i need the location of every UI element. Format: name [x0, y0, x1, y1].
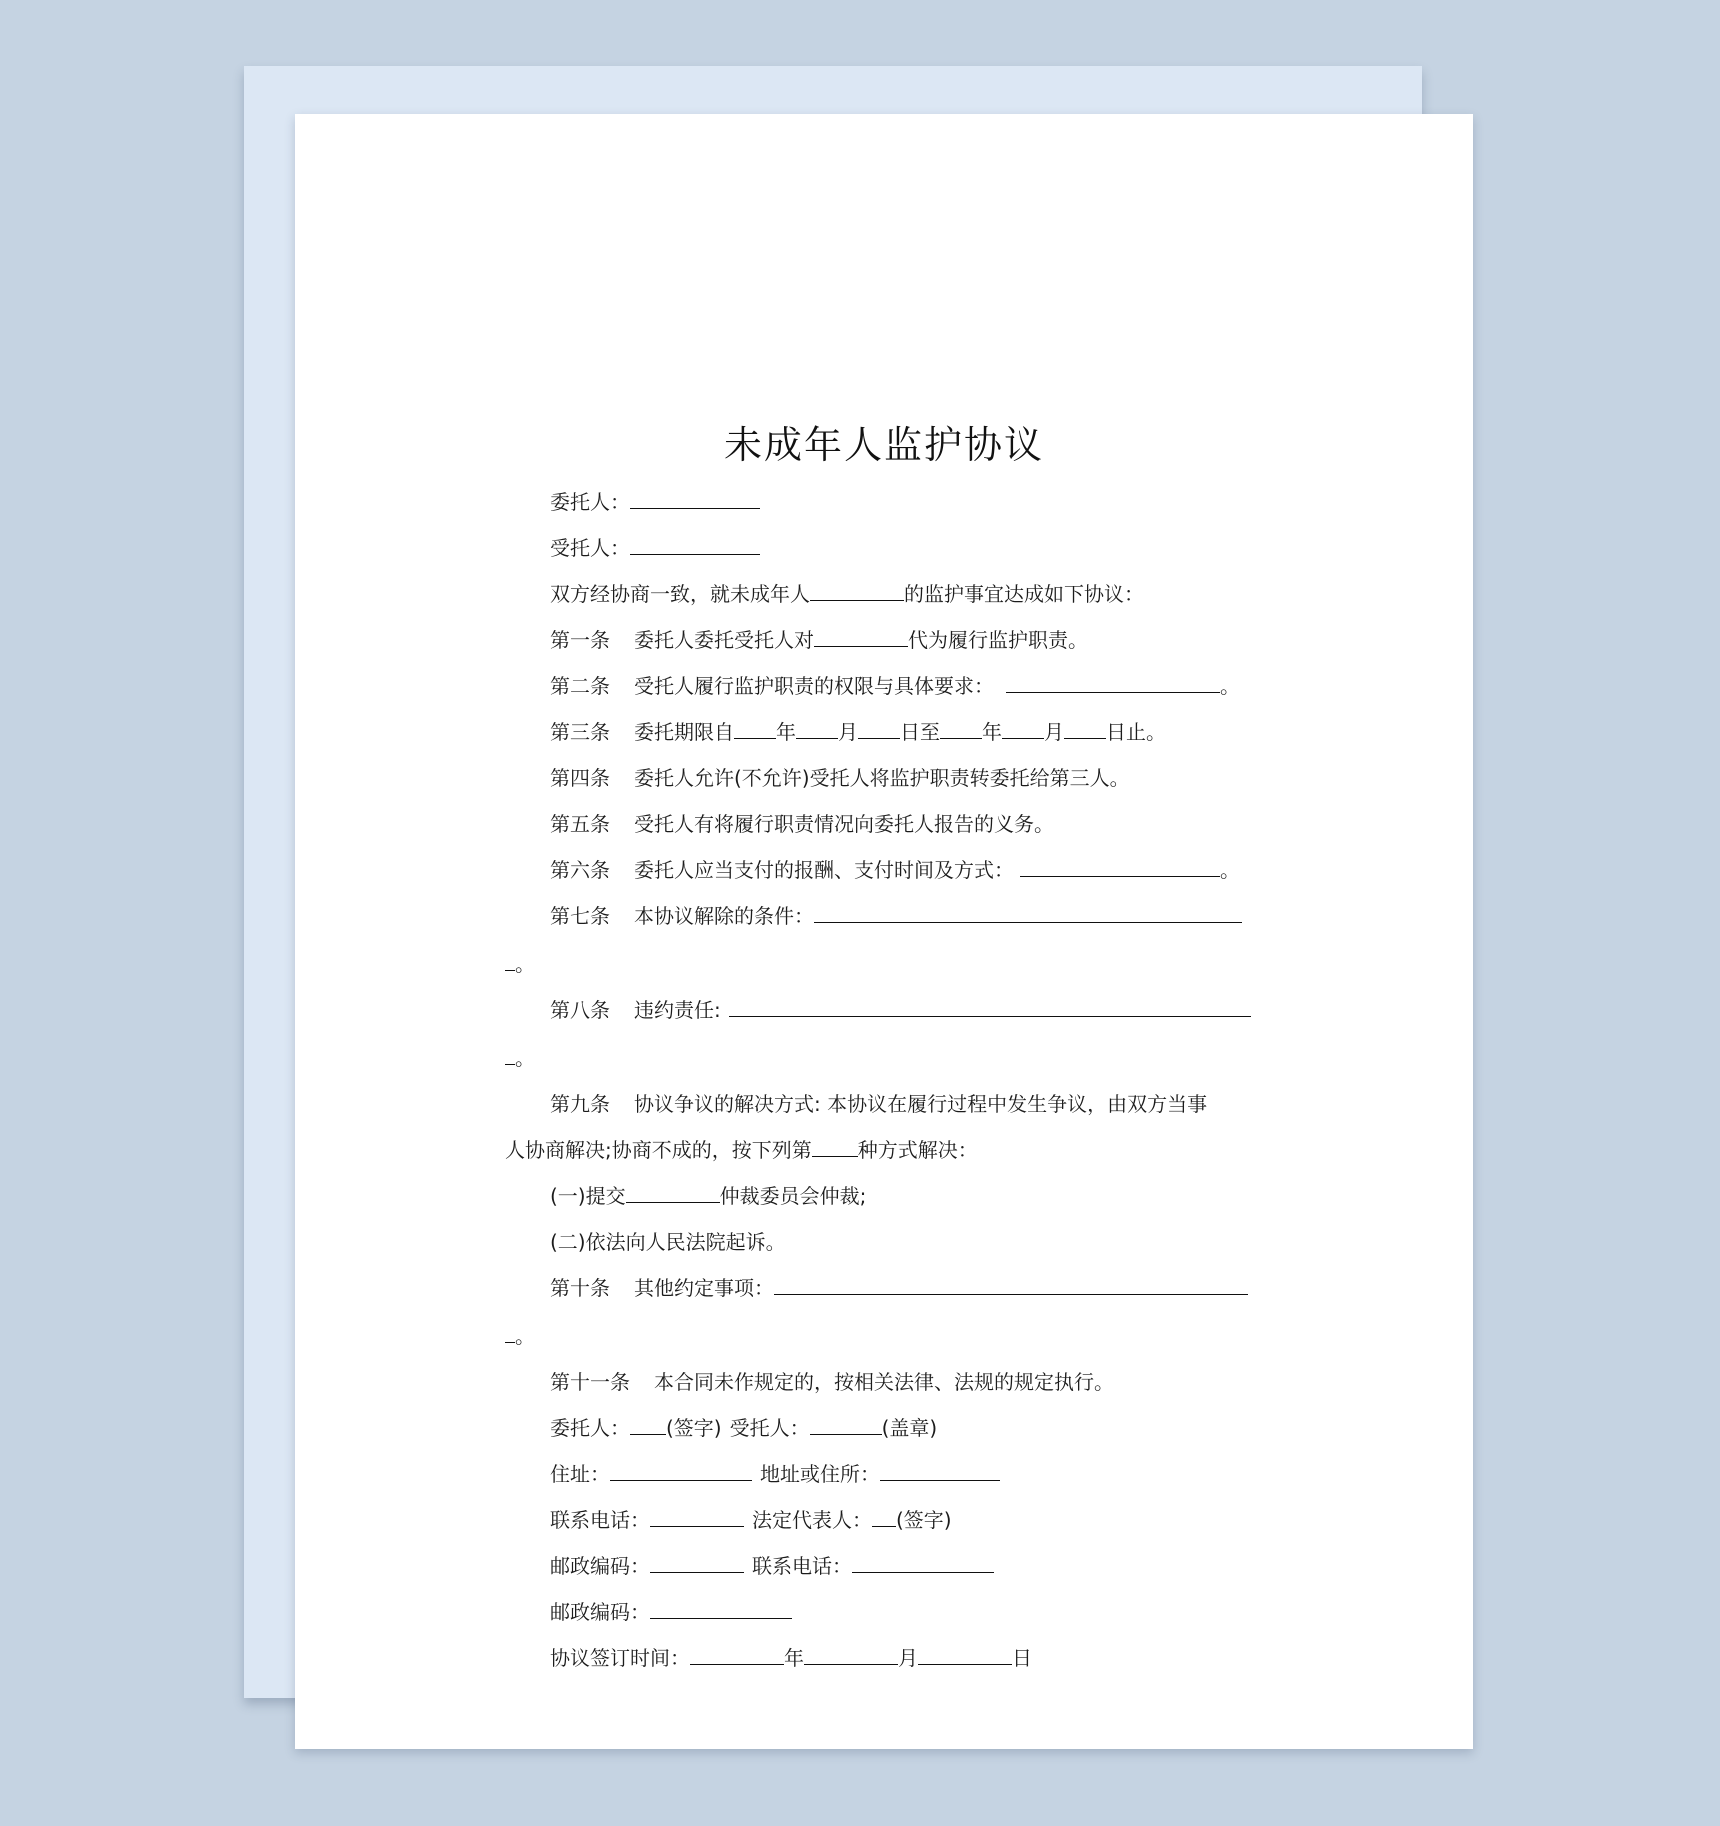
phone-blank[interactable]	[650, 1506, 744, 1527]
end-day-blank[interactable]	[1064, 718, 1106, 739]
sign-day-blank[interactable]	[918, 1644, 1012, 1665]
client-line: 委托人：	[550, 488, 760, 516]
trustee-blank[interactable]	[630, 534, 760, 555]
method-number-blank[interactable]	[812, 1136, 858, 1157]
start-year-blank[interactable]	[734, 718, 776, 739]
start-day-blank[interactable]	[858, 718, 900, 739]
article-7: 第七条 本协议解除的条件：	[550, 902, 1242, 930]
option-1: (一)提交 仲裁委员会仲裁;	[550, 1184, 867, 1208]
article-3: 第三条 委托期限自 年 月 日至 年 月 日止。	[550, 720, 1166, 744]
sign-date-line: 协议签订时间： 年 月 日	[550, 1646, 1032, 1670]
rep-sign-blank[interactable]	[872, 1506, 896, 1527]
article-9: 第九条 协议争议的解决方式: 本协议在履行过程中发生争议，由双方当事	[550, 1092, 1208, 1116]
article-7-tail: 。	[505, 950, 535, 978]
postcode-line: 邮政编码： 联系电话：	[550, 1552, 994, 1580]
article-1: 第一条 委托人委托受托人对 代为履行监护职责。	[550, 628, 1088, 652]
article-6-blank[interactable]	[1020, 856, 1220, 877]
article-7-blank[interactable]	[814, 902, 1242, 923]
trustee-line: 受托人：	[550, 534, 760, 562]
phone-line: 联系电话： 法定代表人： (签字)	[550, 1508, 952, 1532]
article-6: 第六条 委托人应当支付的报酬、支付时间及方式： 。	[550, 858, 1240, 882]
article-8-blank[interactable]	[729, 996, 1251, 1017]
article-2: 第二条 受托人履行监护职责的权限与具体要求： 。	[550, 674, 1240, 698]
article-10-tail: 。	[505, 1322, 535, 1350]
sign-month-blank[interactable]	[804, 1644, 898, 1665]
article-5: 第五条 受托人有将履行职责情况向委托人报告的义务。	[550, 812, 1054, 836]
signature-line: 委托人： (签字) 受托人： (盖章)	[550, 1416, 938, 1440]
postcode-2-line: 邮政编码：	[550, 1598, 792, 1626]
postcode-blank[interactable]	[650, 1552, 744, 1573]
end-year-blank[interactable]	[940, 718, 982, 739]
sign-year-blank[interactable]	[690, 1644, 784, 1665]
minor-name-blank[interactable]	[810, 580, 904, 601]
article-10: 第十条 其他约定事项：	[550, 1274, 1248, 1302]
client-blank[interactable]	[630, 488, 760, 509]
address-blank[interactable]	[610, 1460, 752, 1481]
article-8-tail: 。	[505, 1044, 535, 1072]
arbitration-blank[interactable]	[626, 1182, 720, 1203]
article-4: 第四条 委托人允许(不允许)受托人将监护职责转委托给第三人。	[550, 766, 1130, 790]
address-line: 住址： 地址或住所：	[550, 1460, 1000, 1488]
article-9-cont: 人协商解决;协商不成的，按下列第 种方式解决：	[505, 1138, 978, 1162]
document-title: 未成年人监护协议	[723, 423, 1044, 467]
article-2-blank[interactable]	[1006, 672, 1220, 693]
article-8: 第八条 违约责任:	[550, 996, 1251, 1024]
article-1-blank[interactable]	[814, 626, 908, 647]
article-10-blank[interactable]	[774, 1274, 1248, 1295]
phone-2-blank[interactable]	[852, 1552, 994, 1573]
start-month-blank[interactable]	[796, 718, 838, 739]
residence-blank[interactable]	[880, 1460, 1000, 1481]
intro-line: 双方经协商一致，就未成年人 的监护事宜达成如下协议：	[550, 582, 1144, 606]
document-page	[295, 114, 1473, 1749]
end-month-blank[interactable]	[1002, 718, 1044, 739]
article-11: 第十一条 本合同未作规定的，按相关法律、法规的规定执行。	[550, 1370, 1114, 1394]
option-2: (二)依法向人民法院起诉。	[550, 1230, 786, 1254]
trustee-seal-blank[interactable]	[810, 1414, 882, 1435]
postcode-2-blank[interactable]	[650, 1598, 792, 1619]
client-sign-blank[interactable]	[630, 1414, 666, 1435]
